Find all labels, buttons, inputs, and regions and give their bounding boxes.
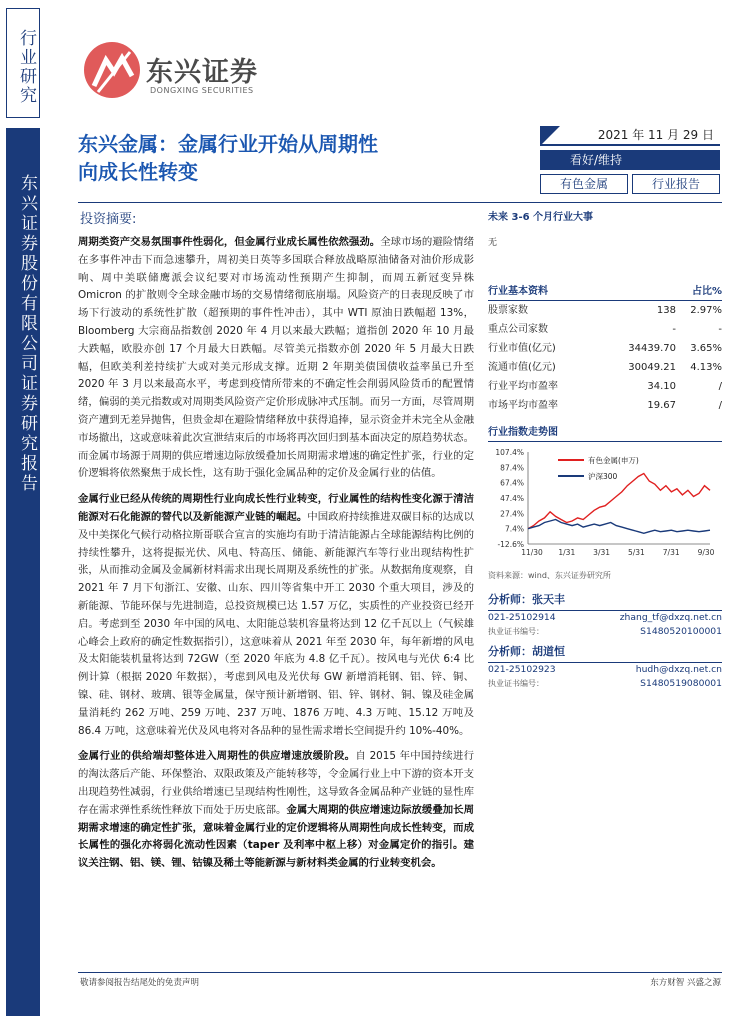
row-pct: / (718, 400, 722, 411)
tag-sector: 有色金属 (540, 174, 628, 194)
y-tick-label: 47.4% (500, 494, 524, 503)
x-tick-label: 5/31 (627, 548, 645, 557)
x-tick-label: 7/31 (662, 548, 680, 557)
title-line1: 东兴金属：金属行业开始从周期性 (78, 132, 378, 156)
analyst1-cert-row (488, 625, 722, 639)
summary-label: 投资摘要: (80, 212, 137, 227)
row-name: 行业平均市盈率 (488, 381, 558, 392)
event-head: 未来 3-6 个月行业大事 (488, 212, 594, 223)
row-value: 138 (656, 305, 676, 316)
table-row (488, 301, 722, 320)
summary-body (78, 234, 474, 881)
paragraph-3 (78, 748, 474, 873)
basic-table (488, 282, 722, 415)
y-tick-label: -12.6% (497, 540, 524, 549)
analyst2-cert-row (488, 677, 722, 691)
x-tick-label: 3/31 (593, 548, 611, 557)
analyst1-cert: S1480520100001 (640, 626, 722, 637)
y-tick-label: 67.4% (500, 478, 524, 488)
trend-chart-svg (488, 446, 722, 566)
analyst2-contact (488, 663, 722, 677)
analyst2-cert-label: 执业证书编号： (488, 679, 544, 688)
basic-head: 行业基本资料 (488, 286, 548, 297)
row-value: - (672, 324, 676, 335)
analyst2-email[interactable]: hudh@dxzq.net.cn (635, 664, 722, 675)
y-tick-label: 107.4% (495, 448, 524, 457)
table-row (488, 358, 722, 377)
row-pct: / (718, 381, 722, 392)
analyst1-email[interactable]: zhang_tf@dxzq.net.cn (619, 612, 722, 623)
table-row (488, 320, 722, 339)
y-tick-label: 7.4% (504, 524, 524, 534)
analyst2-cert: S1480519080001 (640, 678, 722, 689)
table-row (488, 377, 722, 396)
trend-head: 行业指数走势图 (488, 427, 558, 438)
row-pct: 2.97% (690, 305, 722, 316)
row-pct: - (718, 324, 722, 335)
analyst2-head: 分析师：胡道恒 (488, 645, 565, 658)
sidebar-main-label: 东兴证券股份有限公司证券研究报告 (6, 128, 40, 1016)
event-text: 无 (488, 238, 498, 248)
analyst2-tel: 021-25102923 (488, 664, 556, 675)
p1-text: 全球市场的避险情绪在多事件冲击下而急速攀升，周初美日英等多国联合释放战略原油储备对油价形成影响、周中美联储鹰派会议纪要对市场流动性预期产生抑制，而周五新冠变异株 Omicron 的扩散则令全球金融市场的交易情绪彻底崩塌。风险资产的日表现反映了市场下行波动的系统性扩散（超预期的事件性冲击），其中 WTI 原油日跌幅超 13%，Bloomberg 大宗商品指数创 2020 年 4 月以来最大跌幅；道指创 2020 年 10 月最大跌幅，欧股亦创 17 个月最大日跌幅。尽管美元指数亦创 2020 年 5 月最大日跌幅，但欧美利差持续扩大或对美元形成支撑。近期 2 年期美债国债收益率虽已升至 2020 年 3 月以来最高水平，考虑到疫情所带来的不确定性会削弱风险货币的配置情绪，偏弱的美元指数或对周期类风险资产定价形成脉冲式压制。而另一方面，尽管周期资产遭到无差异抛售，但贵金却在避险情绪释放中获得追捧，显示资金并未完全从金融市场撤出，这或意味着此次宣泄结束后的市场将再次回归到基本面决定的原趋势状态。而金属市场源于周期的供应增速边际放缓叠加长周期需求增速的确定性扩张，行业的定价逻辑将依然聚焦于成长性，这有助于强化金属品种的定价及金属行业的估值。 (78, 236, 474, 480)
analyst1-contact (488, 611, 722, 625)
row-name: 流通市值(亿元) (488, 362, 556, 373)
rating-badge: 看好/维持 (540, 150, 720, 170)
basic-rows (488, 301, 722, 415)
report-title (78, 130, 518, 186)
analyst1-cert-label: 执业证书编号： (488, 627, 544, 636)
analyst1-head: 分析师：张天丰 (488, 593, 565, 606)
row-name: 股票家数 (488, 305, 528, 316)
analyst1-tel: 021-25102914 (488, 612, 556, 623)
p3-text1: 自 2015 年中国持续进行的淘汰落后产能、环保整治、双限政策及产能转移等，令金属行业上中下游的资本开支出现趋势性减弱，行业供给增速已呈现结构性刚性，这导致各金属品种产业链的显性库存在需求弹性系统性释放下而处于历史底部。 (78, 750, 474, 816)
basic-pct-head: 占比% (691, 286, 722, 297)
chart-source: 资料来源：wind、东兴证券研究所 (488, 571, 611, 580)
sidebar (0, 0, 46, 1024)
header-divider (78, 202, 722, 203)
logo-sub: DONGXING SECURITIES (150, 86, 254, 95)
row-value: 34.10 (647, 381, 676, 392)
trend-divider (488, 441, 722, 442)
report-date: 2021 年 11 月 29 日 (540, 126, 720, 146)
sidebar-info (488, 208, 722, 691)
row-value: 19.67 (647, 400, 676, 411)
p2-text: 中国政府持续推进双碳目标的达成以及中美探化气候行动格拉斯哥联合宣言的实施均有助于清洁能源占全球能源结构比例的持续性攀升，这将提振光伏、风电、特高压、储能、新能源汽车等行业出现结构性扩张，从而推动金属及金属新材料需求出现长周期及系统性的扩张。从数据角度观察，自 2021 年 7 月下旬浙江、安徽、山东、四川等省集中开工 2030 个重大项目，涉及的新能源、节能环保与先进制造，总投资规模已达 1.57 万亿，实质性的产业投资已经开启。考虑到至 2030 年中国的风电、太阳能总装机容量将达到 12 亿千瓦以上（气候雄心峰会上政府的确定性数据指引），这意味着从 2021 年至 2030 年，每年新增的风电及太阳能装机量将达到 72GW（至 2020 年底为 4.8 亿千瓦）。按风电与光伏 6:4 比例计算（根据 2020 年数据），考虑到风电及光伏每 GW 新增消耗钢、铝、锌、铜、镍、硅、钢材、玻璃、银等金属量，保守预计新增钢、铝、锌、钢材、铜、镍及硅金属量消耗约 262 万吨、259 万吨、237 万吨、1876 万吨、4.3 万吨、15.12 万吨及 86.4 万吨，这意味着光伏及风电将对各品种的显性需求增长空间提升约 10%-40%。 (78, 510, 474, 737)
series-line (528, 520, 710, 534)
y-tick-label: 27.4% (500, 509, 524, 519)
trend-section (488, 423, 722, 581)
header-meta (540, 126, 720, 194)
sidebar-top-label: 行业研究 (6, 8, 40, 118)
p2-bold: 金属行业已经从传统的周期性行业向成长性行业转变，行业属性的结构性变化源于清洁能源对石化能源的替代以及新能源产业链的崛起。 (78, 493, 474, 523)
y-tick-label: 87.4% (500, 463, 524, 473)
paragraph-2 (78, 491, 474, 740)
footer-disclaimer: 敬请参阅报告结尾处的免责声明 (80, 978, 200, 988)
row-name: 重点公司家数 (488, 324, 548, 335)
p3-bold2: 金属大周期的供应增速边际放缓叠加长周期需求增速的确定性扩张，意味着金属行业的定价逻辑将从周期性向成长性转变，而成长属性的强化亦将弱化流动性因素（taper 及利率中枢上移）对金属定价的指引。建议关注钢、铝、镁、锂、钴镍及稀土等能新源与新材料类金属的行业转变机会。 (78, 803, 474, 870)
paragraph-1 (78, 234, 474, 483)
table-row (488, 396, 722, 415)
row-name: 市场平均市盈率 (488, 400, 558, 411)
row-value: 30049.21 (628, 362, 676, 373)
footer-divider (78, 972, 722, 973)
row-pct: 3.65% (690, 343, 722, 354)
title-line2: 向成长性转变 (78, 160, 198, 184)
p1-bold: 周期类资产交易氛围事件性弱化，但金属行业成长属性依然强劲。 (78, 236, 381, 248)
logo-name: 东兴证券 (146, 57, 258, 88)
table-row (488, 339, 722, 358)
legend-label: 有色金属(申万) (588, 456, 639, 465)
tag-row (540, 174, 720, 194)
p3-bold1: 金属行业的供给端却整体进入周期性的供应增速放缓阶段。 (78, 750, 356, 763)
row-pct: 4.13% (690, 362, 722, 373)
tag-type: 行业报告 (632, 174, 720, 194)
x-tick-label: 11/30 (521, 548, 543, 557)
basic-table-header (488, 282, 722, 297)
legend-label: 沪深300 (588, 472, 618, 481)
row-name: 行业市值(亿元) (488, 343, 556, 354)
footer-slogan: 东方财智 兴盛之源 (650, 978, 721, 988)
series-line (528, 474, 710, 529)
row-value: 34439.70 (628, 343, 676, 354)
x-tick-label: 9/30 (697, 548, 715, 557)
x-tick-label: 1/31 (558, 548, 576, 557)
trend-chart (488, 446, 722, 566)
